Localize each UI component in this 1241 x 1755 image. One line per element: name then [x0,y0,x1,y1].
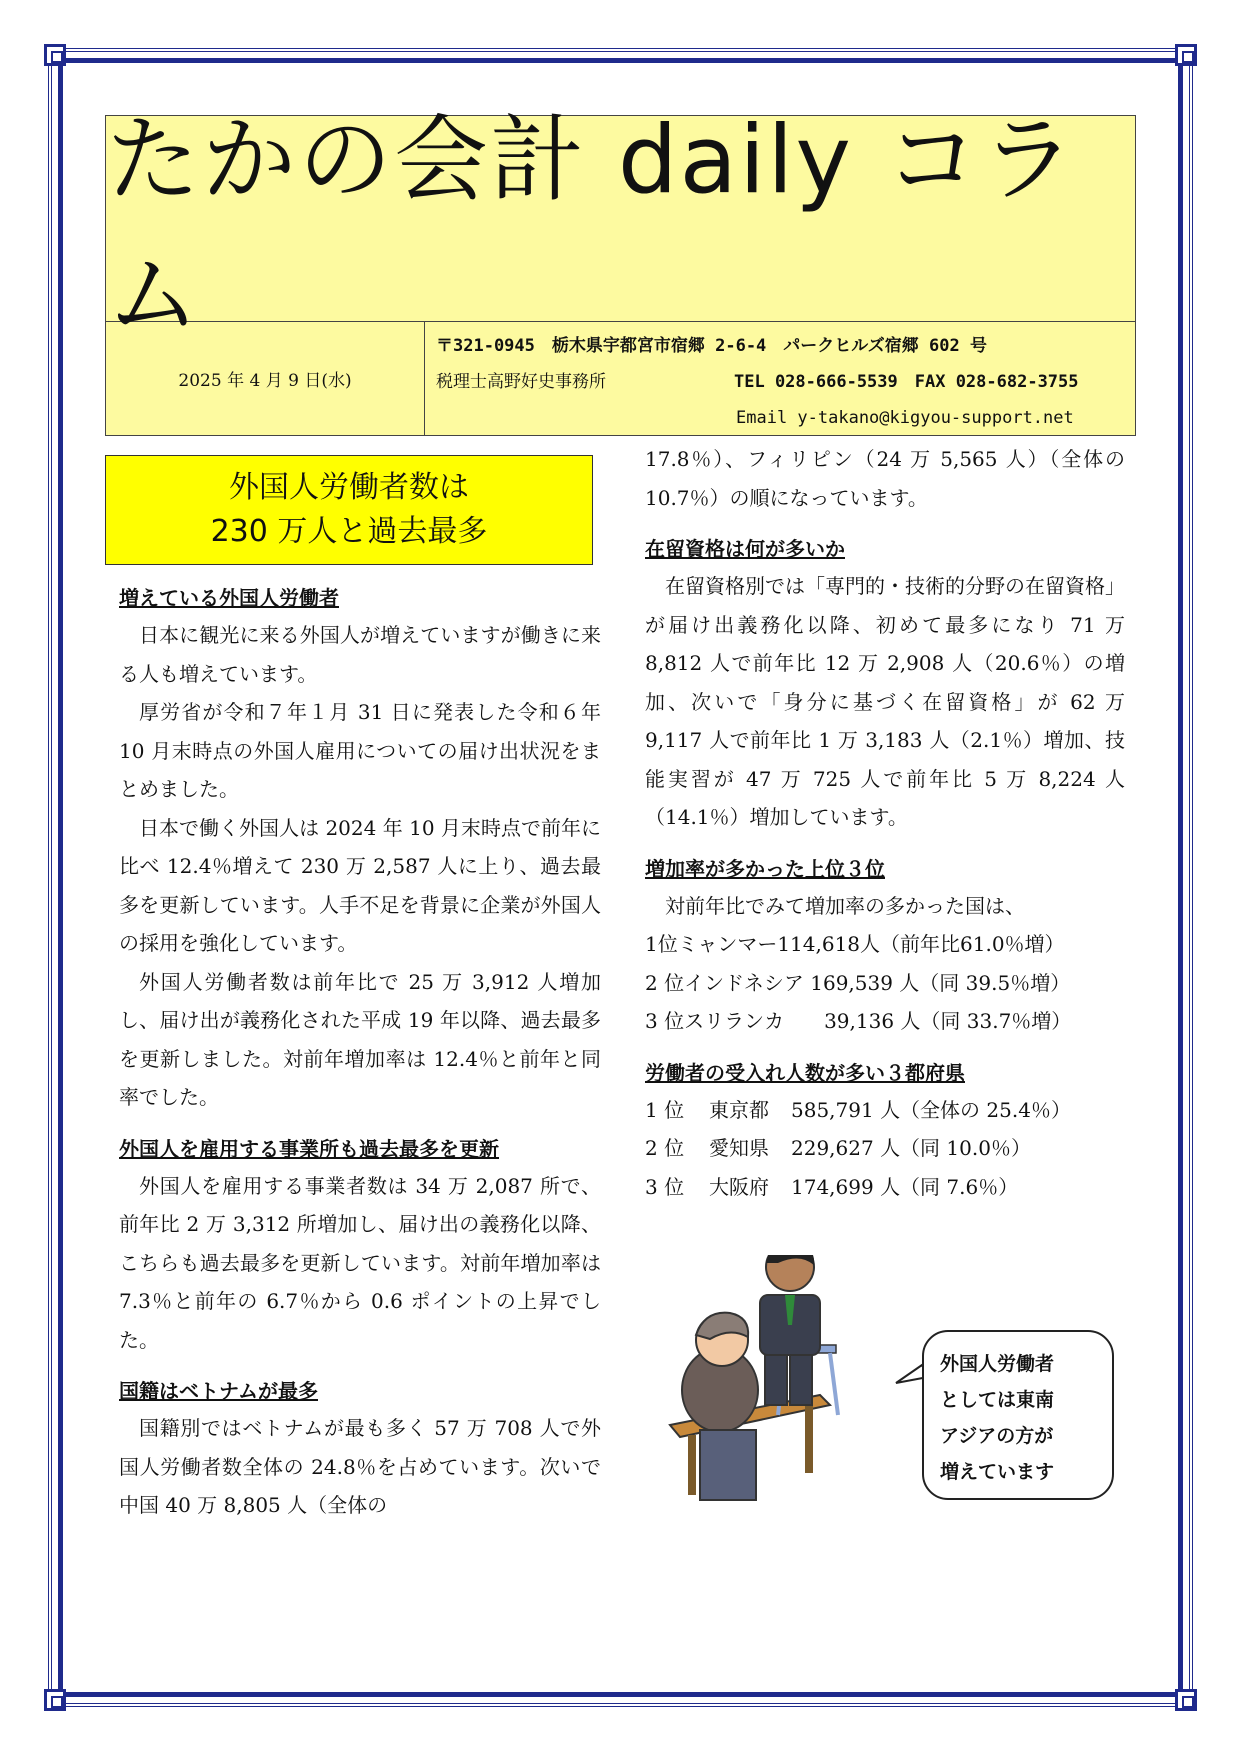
office-name: 税理士高野好史事務所 [436,372,606,392]
rank-position: 1 位 [645,1097,685,1122]
prefecture-value: 174,699 人（同 7.6％） [791,1174,1019,1199]
newsletter-title: たかの会計 daily コラム [106,105,1077,350]
frame-corner-bottom-left [44,1689,66,1711]
list-item [645,1129,1125,1168]
office-address: 〒321-0945 栃木県宇都宮市宿郷 2-6-4 パークヒルズ宿郷 602 号 [436,336,987,356]
office-contact-row [436,364,1126,400]
rank-position: 2 位 [645,1136,685,1160]
list-item: 3 位スリランカ 39,136 人（同 33.7％増） [645,1009,1072,1033]
newsletter-header [105,105,1136,436]
prefecture-value: 585,791 人（全体の 25.4％） [791,1097,1071,1122]
frame-corner-top-left [44,44,66,66]
paragraph: 厚労省が令和７年１月 31 日に発表した令和６年 10 月末時点の外国人雇用についての届け出状況をまとめました。 [119,700,601,801]
section-title-nationality: 国籍はベトナムが最多 [119,1379,318,1403]
prefecture-name: 東京都 [709,1097,769,1122]
office-info [436,328,1126,436]
prefecture-name: 大阪府 [709,1174,769,1199]
growth-ranking-list [645,925,1125,1041]
office-phone-fax: TEL 028-666-5539 FAX 028-682-3755 [734,372,1079,392]
frame-corner-top-right [1175,44,1197,66]
right-column [645,440,1125,1206]
paragraph: 日本で働く外国人は 2024 年 10 月末時点で前年に比べ 12.4％増えて 230 万 2,587 人に上り、過去最多を更新しています。人手不足を背景に企業が外国人の採用を強化しています。 [119,815,601,955]
headline-line-1: 外国人労働者数は [229,470,469,505]
rank-position: 3 位 [645,1174,685,1199]
prefecture-ranking-list [645,1091,1125,1207]
bubble-line: 増えています [940,1461,1055,1483]
section-title-increasing-workers: 増えている外国人労働者 [119,586,339,610]
section-title-top-prefectures: 労働者の受入れ人数が多い３都府県 [645,1060,965,1085]
paragraph: 対前年比でみて増加率の多かった国は、 [665,893,1025,918]
list-item: 1位ミャンマー114,618人（前年比61.0％増） [645,932,1065,956]
bubble-line: 外国人労働者 [940,1353,1055,1375]
paragraph: 外国人を雇用する事業者数は 34 万 2,087 所で、前年比 2 万 3,312 所増加し、届け出の義務化以降、こちらも過去最多を更新しています。対前年増加率は 7.3％と前年の 6.7％から 0.6 ポイントの上昇でした。 [119,1173,601,1352]
paragraph-continued: 17.8％）、フィリピン（24 万 5,565 人）（全体の 10.7％）の順になっています。 [645,447,1125,510]
paragraph: 外国人労働者数は前年比で 25 万 3,912 人増加し、届け出が義務化された平成 19 年以降、過去最多を更新しました。対前年増加率は 12.4％と前年と同率でした。 [119,969,601,1109]
issue-date: 2025 年 4 月 9 日(水) [106,321,425,435]
section-title-residence-status: 在留資格は何が多いか [645,537,845,561]
section-title-top-growth: 増加率が多かった上位３位 [645,856,885,881]
bubble-line: としては東南 [940,1389,1055,1411]
frame-corner-bottom-right [1175,1689,1197,1711]
office-email: Email y-takano@kigyou-support.net [736,408,1074,428]
bubble-line: アジアの方が [940,1425,1054,1447]
list-item [645,1091,1125,1130]
paragraph: 国籍別ではベトナムが最も多く 57 万 708 人で外国人労働者数全体の 24.8％を占めています。次いで中国 40 万 8,805 人（全体の [119,1416,601,1517]
speech-bubble [922,1330,1114,1500]
headline-line-2: 230 万人と過去最多 [210,514,488,549]
left-column [119,580,601,1525]
section-title-employers-record: 外国人を雇用する事業所も過去最多を更新 [119,1136,499,1161]
prefecture-name: 愛知県 [709,1136,769,1160]
list-item [645,1168,1125,1207]
article-headline [105,455,593,565]
list-item: 2 位インドネシア 169,539 人（同 39.5％増） [645,970,1071,995]
paragraph: 日本に観光に来る外国人が増えていますが働きに来る人も増えています。 [119,623,601,686]
prefecture-value: 229,627 人（同 10.0％） [791,1136,1031,1160]
paragraph: 在留資格別では「専門的・技術的分野の在留資格」が届け出義務化以降、初めて最多になり 71 万 8,812 人で前年比 12 万 2,908 人（20.6％）の増加、次いで「身分に基づく在留資格」が 62 万 9,117 人で前年比 1 万 3,183 人（2.1％）増加、技能実習が 47 万 725 人で前年比 5 万 8,224 人（14.1％）増加しています。 [645,574,1125,829]
